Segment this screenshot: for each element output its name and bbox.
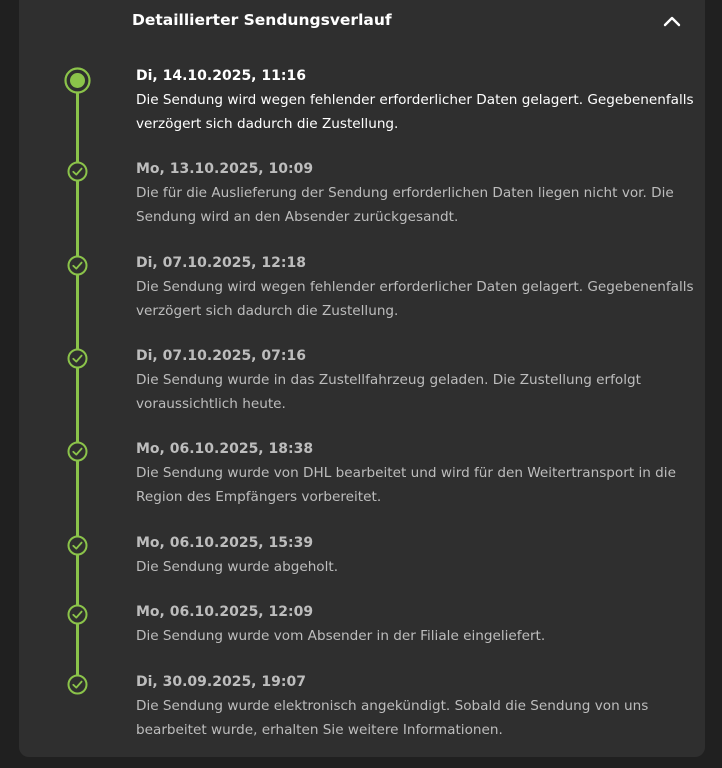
check-circle-icon bbox=[67, 348, 88, 373]
section-title: Detaillierter Sendungsverlauf bbox=[132, 11, 392, 29]
event-description: Die Sendung wurde in das Zustellfahrzeug geladen. Die Zustellung erfolgt voraussichtlich heute. bbox=[136, 372, 641, 412]
event-description: Die Sendung wurde elektronisch angekündigt. Sobald die Sendung von uns bearbeitet wurde, erhalten Sie weitere Informationen. bbox=[136, 698, 649, 738]
event-description: Die Sendung wurde vom Absender in der Filiale eingeliefert. bbox=[136, 628, 546, 644]
timeline-event bbox=[136, 347, 696, 416]
event-date: Di, 07.10.2025, 07:16 bbox=[136, 348, 306, 364]
chevron-up-icon bbox=[657, 8, 687, 34]
event-description: Die Sendung wird wegen fehlender erforderlicher Daten gelagert. Gegebenenfalls verzögert sich dadurch die Zustellung. bbox=[136, 92, 694, 132]
shipment-history-card bbox=[19, 0, 705, 757]
event-description: Die Sendung wurde von DHL bearbeitet und wird für den Weitertransport in die Region des Empfängers vorbereitet. bbox=[136, 465, 676, 505]
event-date: Di, 07.10.2025, 12:18 bbox=[136, 255, 306, 271]
timeline-event bbox=[136, 534, 696, 579]
timeline-event bbox=[136, 67, 696, 136]
current-status-icon bbox=[64, 67, 91, 98]
check-circle-icon bbox=[67, 674, 88, 699]
event-description: Die Sendung wird wegen fehlender erforderlicher Daten gelagert. Gegebenenfalls verzögert sich dadurch die Zustellung. bbox=[136, 279, 694, 319]
section-header[interactable] bbox=[19, 0, 705, 44]
event-date: Mo, 13.10.2025, 10:09 bbox=[136, 161, 314, 177]
event-date: Di, 30.09.2025, 19:07 bbox=[136, 674, 306, 690]
timeline-event bbox=[136, 673, 696, 742]
check-circle-icon bbox=[67, 161, 88, 186]
event-description: Die für die Auslieferung der Sendung erforderlichen Daten liegen nicht vor. Die Sendung wird an den Absender zurückgesandt. bbox=[136, 185, 674, 225]
timeline-event bbox=[136, 254, 696, 323]
event-date: Mo, 06.10.2025, 12:09 bbox=[136, 604, 314, 620]
check-circle-icon bbox=[67, 255, 88, 280]
event-date: Mo, 06.10.2025, 18:38 bbox=[136, 441, 314, 457]
check-circle-icon bbox=[67, 441, 88, 466]
check-circle-icon bbox=[67, 535, 88, 560]
timeline-event bbox=[136, 440, 696, 509]
collapse-button[interactable] bbox=[657, 8, 687, 34]
event-date: Mo, 06.10.2025, 15:39 bbox=[136, 535, 314, 551]
event-description: Die Sendung wurde abgeholt. bbox=[136, 559, 339, 575]
timeline-event bbox=[136, 603, 696, 648]
event-date: Di, 14.10.2025, 11:16 bbox=[136, 68, 306, 84]
timeline-event bbox=[136, 160, 696, 229]
check-circle-icon bbox=[67, 604, 88, 629]
